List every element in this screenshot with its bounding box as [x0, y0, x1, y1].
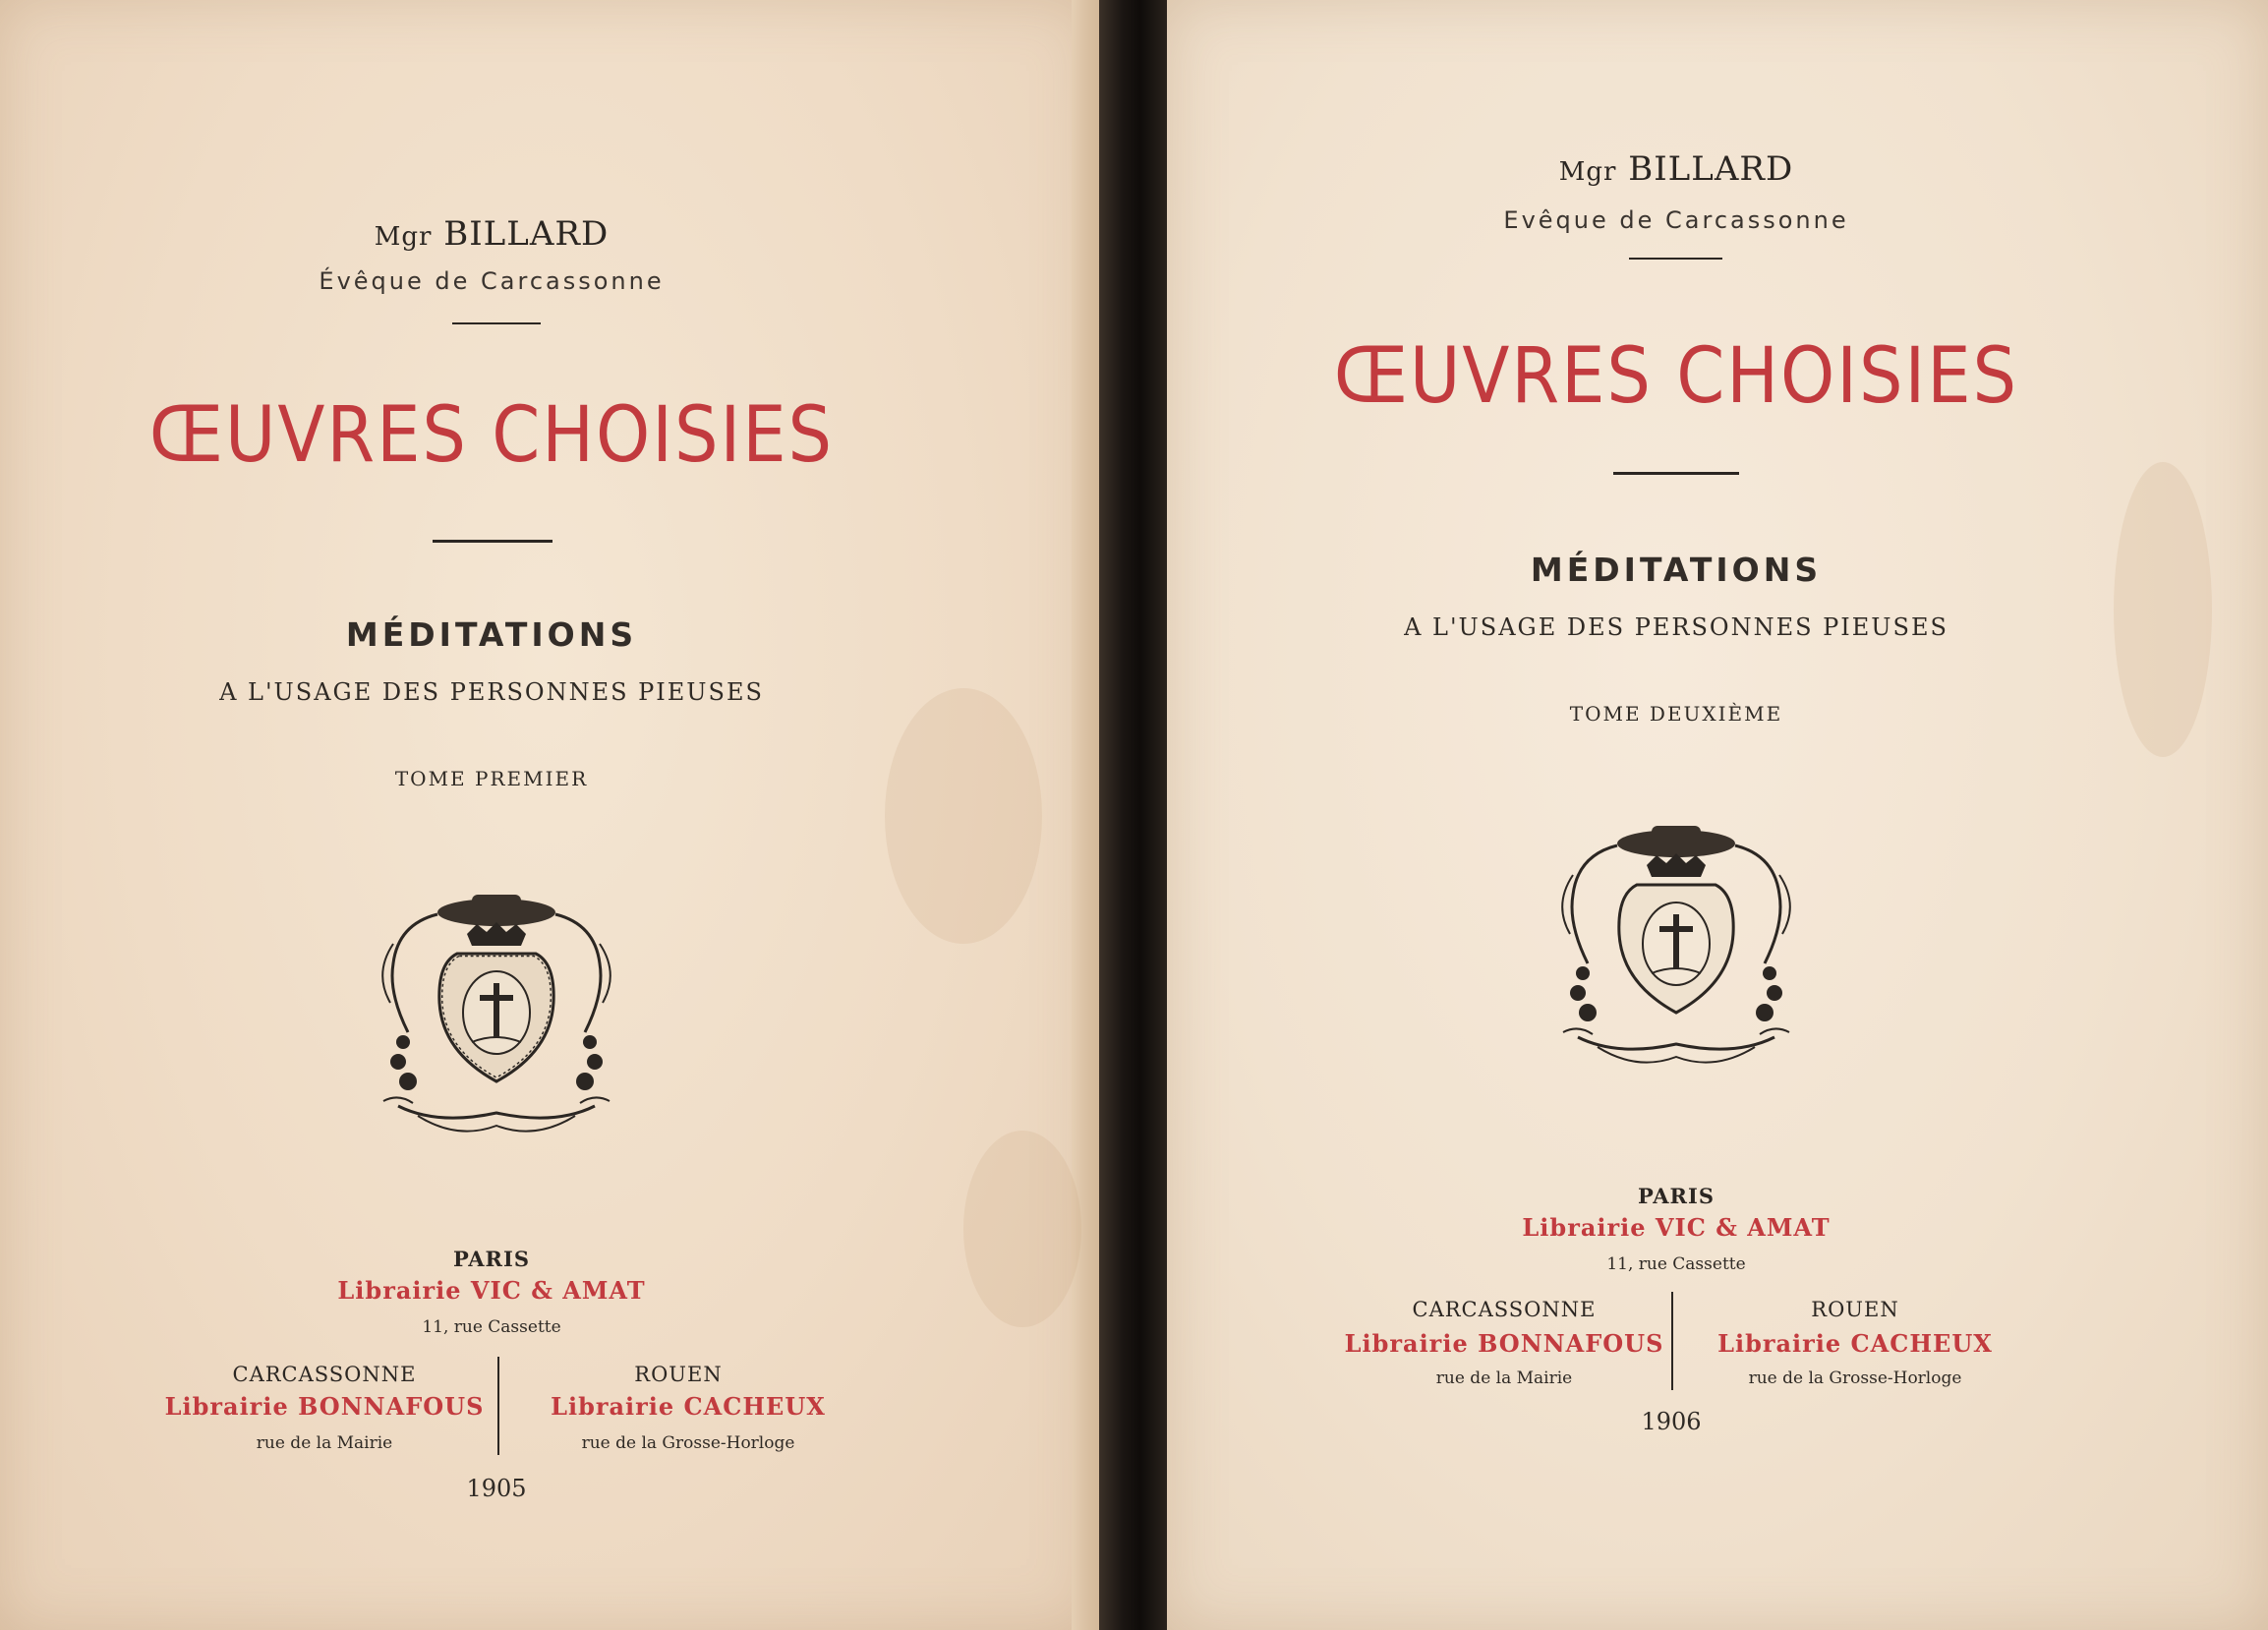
right-city-rouen: ROUEN — [1811, 1298, 1899, 1321]
left-title: ŒUVRES CHOISIES — [148, 391, 835, 480]
left-rule-top — [452, 322, 541, 324]
left-publisher-bonnafous: Librairie BONNAFOUS — [164, 1392, 485, 1421]
right-publisher-bonnafous: Librairie BONNAFOUS — [1344, 1329, 1664, 1358]
left-publisher-cacheux: Librairie CACHEUX — [551, 1392, 826, 1421]
left-section-title: MÉDITATIONS — [345, 615, 638, 654]
right-city-carcassonne: CARCASSONNE — [1412, 1298, 1597, 1321]
right-rule-top — [1629, 258, 1722, 260]
left-author-prefix: Mgr — [374, 222, 433, 252]
right-publisher-main-address: 11, rue Cassette — [1606, 1254, 1746, 1274]
gap-between-books — [1099, 0, 1168, 1630]
left-year: 1905 — [466, 1475, 527, 1502]
right-bonnafous-address: rue de la Mairie — [1435, 1368, 1573, 1388]
right-author-prefix: Mgr — [1558, 157, 1617, 187]
episcopal-coat-of-arms-icon — [1558, 816, 1794, 1081]
left-cacheux-address: rue de la Grosse-Horloge — [581, 1433, 795, 1453]
right-tome: TOME DEUXIÈME — [1569, 702, 1783, 726]
left-publisher-main: Librairie VIC & AMAT — [337, 1276, 646, 1305]
right-section-title: MÉDITATIONS — [1530, 551, 1823, 589]
right-usage-line: A L'USAGE DES PERSONNES PIEUSES — [1404, 613, 1948, 641]
paper-stain — [2114, 462, 2212, 757]
left-usage-line: A L'USAGE DES PERSONNES PIEUSES — [219, 678, 764, 706]
right-author-line — [1480, 149, 1873, 189]
left-bishop-line: Évêque de Carcassonne — [319, 267, 665, 295]
right-title: ŒUVRES CHOISIES — [1333, 332, 2019, 421]
left-author-line — [295, 214, 688, 254]
left-rule-middle — [433, 540, 552, 543]
left-city-rouen: ROUEN — [634, 1363, 723, 1386]
right-cacheux-address: rue de la Grosse-Horloge — [1748, 1368, 1962, 1388]
left-city-carcassonne: CARCASSONNE — [232, 1363, 417, 1386]
right-publisher-cacheux: Librairie CACHEUX — [1717, 1329, 1993, 1358]
right-rule-middle — [1613, 472, 1739, 475]
right-bishop-line: Evêque de Carcassonne — [1503, 206, 1849, 234]
episcopal-coat-of-arms-icon — [378, 885, 614, 1150]
right-city-main: PARIS — [1638, 1184, 1715, 1208]
right-publisher-main: Librairie VIC & AMAT — [1522, 1213, 1831, 1242]
right-year: 1906 — [1641, 1408, 1702, 1435]
right-author-name: BILLARD — [1628, 149, 1794, 189]
paper-stain — [885, 688, 1042, 944]
left-city-main: PARIS — [453, 1247, 530, 1271]
left-bonnafous-address: rue de la Mairie — [256, 1433, 393, 1453]
paper-stain — [963, 1131, 1081, 1327]
left-author-name: BILLARD — [443, 214, 610, 254]
left-publisher-main-address: 11, rue Cassette — [422, 1317, 561, 1337]
left-tome: TOME PREMIER — [394, 767, 589, 790]
